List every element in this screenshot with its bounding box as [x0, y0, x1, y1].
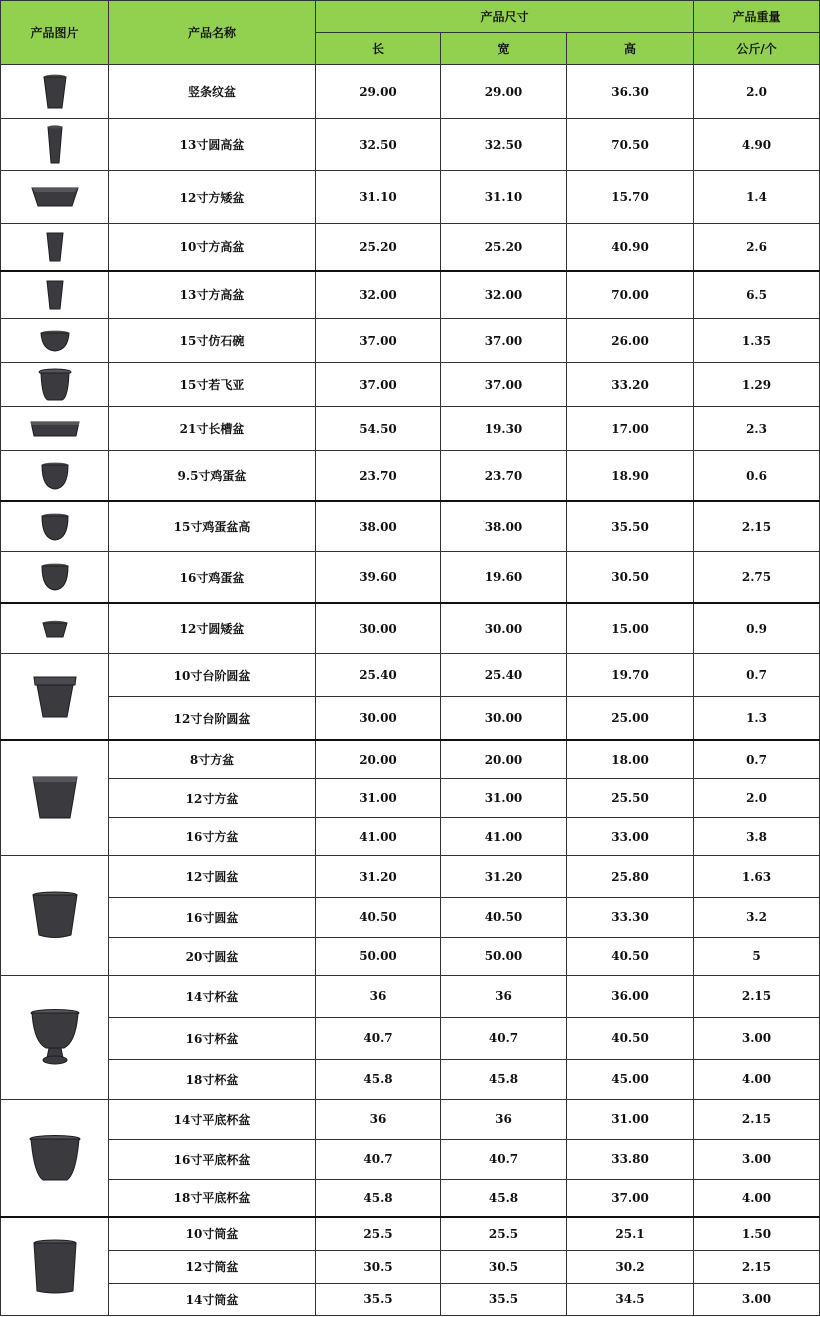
weight-cell: 2.0: [694, 65, 820, 119]
table-row: [1, 654, 820, 697]
height-cell: 19.70: [567, 654, 694, 697]
length-cell: 54.50: [316, 407, 441, 451]
product-name-cell: 10寸筒盆: [109, 1217, 316, 1250]
weight-cell: 2.0: [694, 779, 820, 818]
product-name-cell: 16寸平底杯盆: [109, 1139, 316, 1179]
product-name-cell: 竖条纹盆: [109, 65, 316, 119]
weight-cell: 1.3: [694, 697, 820, 740]
width-cell: 35.5: [441, 1283, 567, 1315]
height-cell: 25.00: [567, 697, 694, 740]
product-name-cell: 16寸圆盆: [109, 897, 316, 937]
header-width: 宽: [441, 33, 567, 65]
product-name-cell: 12寸方盆: [109, 779, 316, 818]
width-cell: 20.00: [441, 740, 567, 779]
table-row: [1, 224, 820, 271]
tapered-round-pot-icon: [42, 74, 68, 110]
product-name-cell: 13寸方高盆: [109, 271, 316, 319]
width-cell: 31.00: [441, 779, 567, 818]
cylinder-pot-icon: [32, 1239, 78, 1295]
round-pot-icon: [31, 891, 79, 941]
tall-square-pot-icon: [46, 232, 64, 262]
product-image-cell: [1, 1217, 109, 1315]
height-cell: 45.00: [567, 1059, 694, 1099]
table-row: [1, 171, 820, 224]
table-row: [1, 856, 820, 897]
height-cell: 37.00: [567, 1179, 694, 1217]
height-cell: 18.00: [567, 740, 694, 779]
product-name-cell: 18寸杯盆: [109, 1059, 316, 1099]
height-cell: 36.30: [567, 65, 694, 119]
width-cell: 19.60: [441, 552, 567, 603]
product-image-cell: [1, 975, 109, 1099]
product-name-cell: 13寸圆高盆: [109, 119, 316, 171]
tall-square-pot-icon: [46, 280, 64, 310]
header-name: 产品名称: [109, 1, 316, 65]
height-cell: 18.90: [567, 451, 694, 501]
weight-cell: 4.00: [694, 1179, 820, 1217]
product-image-cell: [1, 319, 109, 363]
weight-cell: 1.63: [694, 856, 820, 897]
product-name-cell: 8寸方盆: [109, 740, 316, 779]
product-image-cell: [1, 856, 109, 975]
width-cell: 25.5: [441, 1217, 567, 1250]
width-cell: 25.20: [441, 224, 567, 271]
width-cell: 19.30: [441, 407, 567, 451]
product-name-cell: 14寸杯盆: [109, 975, 316, 1017]
weight-cell: 5: [694, 937, 820, 975]
height-cell: 26.00: [567, 319, 694, 363]
weight-cell: 6.5: [694, 271, 820, 319]
header-weight-unit: 公斤/个: [694, 33, 820, 65]
table-row: [1, 1217, 820, 1250]
footed-cup-pot-icon: [30, 1008, 80, 1066]
height-cell: 15.70: [567, 171, 694, 224]
table-row: [1, 740, 820, 779]
table-row: [1, 603, 820, 654]
weight-cell: 3.00: [694, 1283, 820, 1315]
product-image-cell: [1, 1099, 109, 1217]
weight-cell: 2.15: [694, 1250, 820, 1283]
length-cell: 32.00: [316, 271, 441, 319]
flat-cup-pot-icon: [29, 1134, 81, 1182]
product-image-cell: [1, 65, 109, 119]
weight-cell: 1.35: [694, 319, 820, 363]
weight-cell: 2.75: [694, 552, 820, 603]
table-row: [1, 1179, 820, 1217]
weight-cell: 2.15: [694, 501, 820, 552]
weight-cell: 3.8: [694, 818, 820, 856]
height-cell: 30.2: [567, 1250, 694, 1283]
table-row: [1, 1283, 820, 1315]
length-cell: 31.10: [316, 171, 441, 224]
product-name-cell: 21寸长槽盆: [109, 407, 316, 451]
product-name-cell: 16寸方盆: [109, 818, 316, 856]
product-image-cell: [1, 552, 109, 603]
product-name-cell: 16寸鸡蛋盆: [109, 552, 316, 603]
sophia-pot-icon: [38, 368, 72, 402]
product-image-cell: [1, 119, 109, 171]
length-cell: 20.00: [316, 740, 441, 779]
height-cell: 33.30: [567, 897, 694, 937]
length-cell: 37.00: [316, 319, 441, 363]
long-trough-icon: [30, 420, 80, 438]
width-cell: 37.00: [441, 363, 567, 407]
width-cell: 36: [441, 1099, 567, 1139]
table-row: [1, 552, 820, 603]
length-cell: 31.20: [316, 856, 441, 897]
product-image-cell: [1, 654, 109, 740]
weight-cell: 3.00: [694, 1017, 820, 1059]
height-cell: 31.00: [567, 1099, 694, 1139]
weight-cell: 4.90: [694, 119, 820, 171]
weight-cell: 1.29: [694, 363, 820, 407]
table-row: [1, 119, 820, 171]
egg-pot-icon: [40, 513, 70, 541]
product-image-cell: [1, 363, 109, 407]
height-cell: 30.50: [567, 552, 694, 603]
product-image-cell: [1, 501, 109, 552]
weight-cell: 4.00: [694, 1059, 820, 1099]
weight-cell: 0.7: [694, 740, 820, 779]
product-name-cell: 12寸圆矮盆: [109, 603, 316, 654]
table-row: [1, 937, 820, 975]
product-name-cell: 12寸方矮盆: [109, 171, 316, 224]
table-row: [1, 779, 820, 818]
product-image-cell: [1, 171, 109, 224]
table-row: [1, 1139, 820, 1179]
width-cell: 37.00: [441, 319, 567, 363]
table-row: [1, 818, 820, 856]
width-cell: 30.00: [441, 697, 567, 740]
length-cell: 45.8: [316, 1179, 441, 1217]
product-name-cell: 15寸若飞亚: [109, 363, 316, 407]
length-cell: 30.5: [316, 1250, 441, 1283]
width-cell: 23.70: [441, 451, 567, 501]
header-image: 产品图片: [1, 1, 109, 65]
length-cell: 25.20: [316, 224, 441, 271]
square-low-pot-icon: [31, 186, 79, 208]
weight-cell: 3.2: [694, 897, 820, 937]
egg-pot-icon: [40, 462, 70, 490]
tall-round-pot-icon: [47, 125, 63, 165]
table-row: [1, 897, 820, 937]
length-cell: 39.60: [316, 552, 441, 603]
table-row: [1, 1250, 820, 1283]
height-cell: 40.90: [567, 224, 694, 271]
weight-cell: 1.50: [694, 1217, 820, 1250]
product-name-cell: 12寸台阶圆盆: [109, 697, 316, 740]
length-cell: 40.7: [316, 1139, 441, 1179]
product-image-cell: [1, 740, 109, 856]
width-cell: 45.8: [441, 1059, 567, 1099]
product-name-cell: 12寸圆盆: [109, 856, 316, 897]
length-cell: 36: [316, 1099, 441, 1139]
width-cell: 36: [441, 975, 567, 1017]
height-cell: 33.20: [567, 363, 694, 407]
header-length: 长: [316, 33, 441, 65]
product-image-cell: [1, 603, 109, 654]
table-row: [1, 271, 820, 319]
weight-cell: 2.15: [694, 975, 820, 1017]
height-cell: 25.80: [567, 856, 694, 897]
egg-pot-icon: [40, 563, 70, 591]
length-cell: 29.00: [316, 65, 441, 119]
length-cell: 41.00: [316, 818, 441, 856]
length-cell: 37.00: [316, 363, 441, 407]
length-cell: 30.00: [316, 603, 441, 654]
table-row: [1, 65, 820, 119]
width-cell: 32.50: [441, 119, 567, 171]
table-row: [1, 1099, 820, 1139]
length-cell: 32.50: [316, 119, 441, 171]
product-name-cell: 9.5寸鸡蛋盆: [109, 451, 316, 501]
table-row: [1, 1017, 820, 1059]
width-cell: 41.00: [441, 818, 567, 856]
height-cell: 25.50: [567, 779, 694, 818]
stone-bowl-icon: [40, 330, 70, 352]
table-row: [1, 975, 820, 1017]
height-cell: 35.50: [567, 501, 694, 552]
product-name-cell: 10寸方高盆: [109, 224, 316, 271]
product-name-cell: 14寸筒盆: [109, 1283, 316, 1315]
rim-round-pot-icon: [32, 675, 78, 719]
width-cell: 25.40: [441, 654, 567, 697]
width-cell: 29.00: [441, 65, 567, 119]
weight-cell: 2.15: [694, 1099, 820, 1139]
height-cell: 15.00: [567, 603, 694, 654]
height-cell: 17.00: [567, 407, 694, 451]
width-cell: 31.10: [441, 171, 567, 224]
length-cell: 40.7: [316, 1017, 441, 1059]
product-image-cell: [1, 224, 109, 271]
product-name-cell: 16寸杯盆: [109, 1017, 316, 1059]
height-cell: 40.50: [567, 937, 694, 975]
round-low-pot-icon: [42, 620, 68, 638]
length-cell: 25.40: [316, 654, 441, 697]
table-header: [1, 1, 820, 65]
weight-cell: 2.3: [694, 407, 820, 451]
width-cell: 40.7: [441, 1017, 567, 1059]
width-cell: 30.5: [441, 1250, 567, 1283]
length-cell: 35.5: [316, 1283, 441, 1315]
product-name-cell: 15寸仿石碗: [109, 319, 316, 363]
product-image-cell: [1, 407, 109, 451]
height-cell: 70.50: [567, 119, 694, 171]
width-cell: 38.00: [441, 501, 567, 552]
length-cell: 31.00: [316, 779, 441, 818]
product-image-cell: [1, 451, 109, 501]
weight-cell: 3.00: [694, 1139, 820, 1179]
height-cell: 33.80: [567, 1139, 694, 1179]
square-pot-icon: [32, 776, 78, 820]
length-cell: 36: [316, 975, 441, 1017]
height-cell: 25.1: [567, 1217, 694, 1250]
table-row: [1, 501, 820, 552]
width-cell: 32.00: [441, 271, 567, 319]
weight-cell: 2.6: [694, 224, 820, 271]
product-name-cell: 10寸台阶圆盆: [109, 654, 316, 697]
width-cell: 30.00: [441, 603, 567, 654]
table-row: [1, 697, 820, 740]
header-height: 高: [567, 33, 694, 65]
table-row: [1, 1059, 820, 1099]
height-cell: 33.00: [567, 818, 694, 856]
length-cell: 38.00: [316, 501, 441, 552]
product-name-cell: 15寸鸡蛋盆高: [109, 501, 316, 552]
width-cell: 50.00: [441, 937, 567, 975]
product-name-cell: 20寸圆盆: [109, 937, 316, 975]
length-cell: 50.00: [316, 937, 441, 975]
header-size: 产品尺寸: [316, 1, 694, 33]
height-cell: 70.00: [567, 271, 694, 319]
table-row: [1, 407, 820, 451]
table-row: [1, 363, 820, 407]
product-name-cell: 18寸平底杯盆: [109, 1179, 316, 1217]
weight-cell: 0.6: [694, 451, 820, 501]
height-cell: 36.00: [567, 975, 694, 1017]
length-cell: 25.5: [316, 1217, 441, 1250]
length-cell: 30.00: [316, 697, 441, 740]
product-name-cell: 12寸筒盆: [109, 1250, 316, 1283]
length-cell: 23.70: [316, 451, 441, 501]
length-cell: 40.50: [316, 897, 441, 937]
width-cell: 40.50: [441, 897, 567, 937]
height-cell: 40.50: [567, 1017, 694, 1059]
height-cell: 34.5: [567, 1283, 694, 1315]
table-row: [1, 451, 820, 501]
product-image-cell: [1, 271, 109, 319]
table-body: [1, 65, 820, 1316]
weight-cell: 0.7: [694, 654, 820, 697]
weight-cell: 0.9: [694, 603, 820, 654]
table-row: [1, 319, 820, 363]
product-name-cell: 14寸平底杯盆: [109, 1099, 316, 1139]
length-cell: 45.8: [316, 1059, 441, 1099]
width-cell: 40.7: [441, 1139, 567, 1179]
weight-cell: 1.4: [694, 171, 820, 224]
header-weight: 产品重量: [694, 1, 820, 33]
width-cell: 45.8: [441, 1179, 567, 1217]
width-cell: 31.20: [441, 856, 567, 897]
